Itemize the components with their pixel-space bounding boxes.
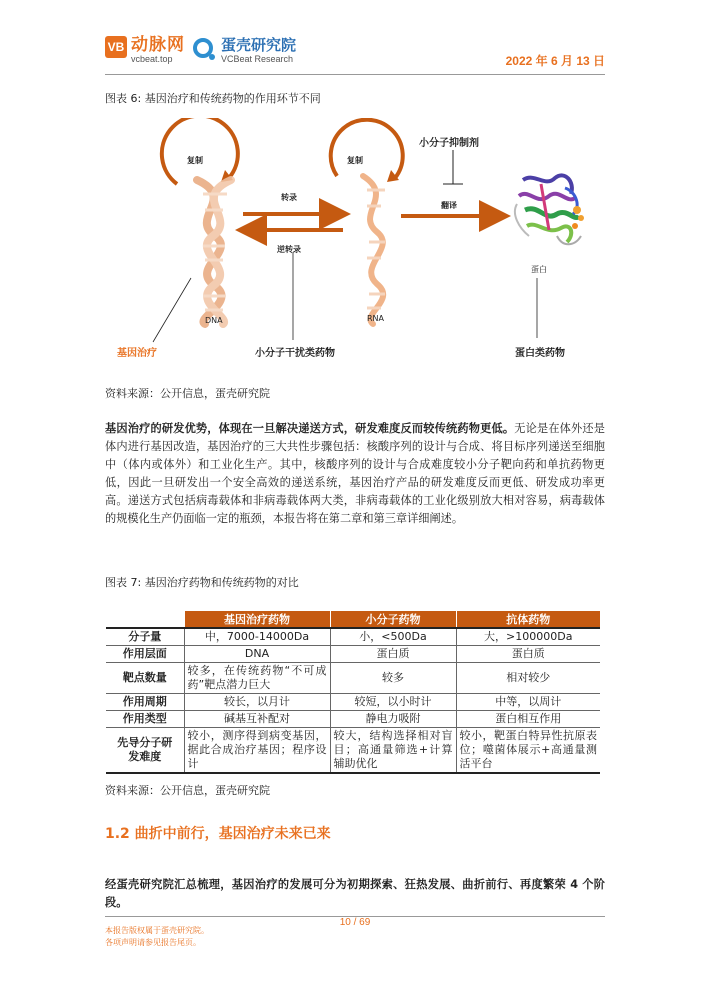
table-cell: 较小，测序得到病变基因，据此合成治疗基因；程序设计 (184, 728, 330, 774)
table-row (106, 694, 600, 711)
figure6-caption: 图表 6: 基因治疗和传统药物的作用环节不同 (105, 92, 321, 105)
protein-structure-icon (515, 175, 584, 244)
table-row (106, 628, 600, 646)
small-interfere-label: 小分子干扰类药物 (255, 348, 335, 359)
table-cell: 蛋白质 (456, 646, 600, 663)
vcbeat-research-logo (193, 36, 296, 65)
transcribe-label: 转录 (281, 193, 297, 202)
figure7-caption: 图表 7: 基因治疗药物和传统药物的对比 (105, 576, 299, 589)
report-date: 2022 年 6 月 13 日 (505, 54, 605, 68)
table-cell: 靶点数量 (106, 663, 184, 694)
section-title: 1.2 曲折中前行，基因治疗未来已来 (105, 826, 331, 842)
vcbeat-logo (105, 36, 185, 65)
page-number: 10 / 69 (339, 917, 371, 928)
figure6-diagram (105, 118, 605, 368)
rna-label: RNA (367, 314, 385, 323)
logo1-name: 动脉网 (131, 35, 185, 55)
protein-label: 蛋白 (531, 265, 547, 274)
replicate-label-rna: 复制 (347, 156, 363, 165)
table-cell: 较长，以月计 (184, 694, 330, 711)
table-header-small: 小分子药物 (330, 611, 456, 628)
table-cell: 较大，结构选择相对盲目；高通量筛选+计算辅助优化 (330, 728, 456, 774)
replicate-label-dna: 复制 (187, 156, 203, 165)
gene-therapy-label: 基因治疗 (117, 348, 157, 359)
table-row (106, 711, 600, 728)
table-cell: 先导分子研发难度 (106, 728, 184, 774)
inhibitor-label: 小分子抑制剂 (419, 138, 479, 149)
table-cell: 静电力吸附 (330, 711, 456, 728)
logo1-sub: vcbeat.top (131, 54, 173, 64)
table-cell: 碱基互补配对 (184, 711, 330, 728)
table-cell: 作用类型 (106, 711, 184, 728)
page-header (105, 32, 605, 74)
egg-logo-icon (193, 38, 213, 58)
table-cell: 小，<500Da (330, 628, 456, 646)
table-cell: 较多，在传统药物“不可成药”靶点潜力巨大 (184, 663, 330, 694)
table-cell: DNA (184, 646, 330, 663)
table-header-gene: 基因治疗药物 (184, 611, 330, 628)
header-divider (105, 74, 605, 75)
table-row (106, 663, 600, 694)
table-row (106, 728, 600, 774)
table-cell: 蛋白相互作用 (456, 711, 600, 728)
rna-helix-icon (363, 176, 385, 324)
disclaimer-note: 各项声明请参见报告尾页。 (105, 938, 201, 947)
translate-label: 翻译 (441, 201, 457, 210)
logo2-name: 蛋壳研究院 (221, 36, 297, 54)
table-row (106, 646, 600, 663)
table-cell: 较小，靶蛋白特异性抗原表位；噬菌体展示+高通量测活平台 (456, 728, 600, 774)
gene-therapy-pointer (153, 278, 191, 342)
reverse-transcribe-label: 逆转录 (277, 245, 301, 254)
table-cell: 大，>100000Da (456, 628, 600, 646)
table-cell: 蛋白质 (330, 646, 456, 663)
table-cell: 相对较少 (456, 663, 600, 694)
paragraph2-lead: 经蛋壳研究院汇总梳理，基因治疗的发展可分为初期探索、狂热发展、曲折前行、再度繁荣 4 个阶段。 (105, 878, 605, 909)
dna-label: DNA (205, 316, 223, 325)
paragraph1-text: 无论是在体外还是体内进行基因改造，基因治疗的三大共性步骤包括：核酸序列的设计与合成、将目标序列递送至细胞中（体内或体外）和工业化生产。其中，核酸序列的设计与合成难度较小分子靶向药和单抗药物更低，因此一旦研发出一个安全高效的递送系统，基因治疗产品的研发难度反而更低、研发成功率更高。递送方式包括病毒载体和非病毒载体两大类，非病毒载体的工业化级别放大相对容易，病毒载体的规模化生产仍面临一定的瓶颈，本报告将在第二章和第三章详细阐述。 (105, 422, 605, 525)
table-header-antibody: 抗体药物 (456, 611, 600, 628)
vb-logo-icon: VB (105, 36, 127, 58)
replicate-arc-rna (331, 120, 403, 178)
figure7-source: 资料来源：公开信息，蛋壳研究院 (105, 784, 270, 797)
body-paragraph-2 (105, 876, 605, 912)
protein-drugs-label: 蛋白类药物 (515, 348, 565, 359)
table-cell: 分子量 (106, 628, 184, 646)
table-cell: 中，7000-14000Da (184, 628, 330, 646)
table-cell: 中等，以周计 (456, 694, 600, 711)
dna-helix-icon (197, 180, 231, 324)
table-header-row (106, 611, 600, 628)
body-paragraph-1 (105, 420, 605, 528)
paragraph1-lead: 基因治疗的研发优势，体现在一旦解决递送方式，研发难度反而较传统药物更低。 (105, 422, 515, 435)
table-cell: 较短，以小时计 (330, 694, 456, 711)
comparison-table (106, 611, 600, 774)
table-cell: 较多 (330, 663, 456, 694)
copyright-note: 本报告版权属于蛋壳研究院。 (105, 926, 209, 935)
logo2-sub: VCBeat Research (221, 54, 294, 64)
table-header-empty (106, 611, 184, 628)
table-cell: 作用层面 (106, 646, 184, 663)
table-cell: 作用周期 (106, 694, 184, 711)
figure6-source: 资料来源：公开信息，蛋壳研究院 (105, 387, 270, 400)
